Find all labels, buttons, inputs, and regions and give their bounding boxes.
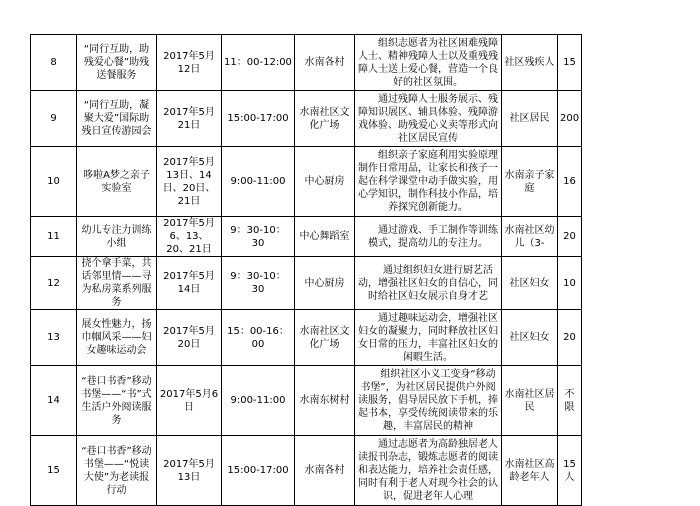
activity-name: 哆啦A梦之亲子实验室 xyxy=(77,147,157,217)
participant-count: 16 xyxy=(558,147,582,217)
table-row xyxy=(31,147,582,217)
activity-name: “巷口书香”移动书堡——“悦读大使”为老读报行动 xyxy=(77,436,157,506)
activity-name: 展女性魅力，扬巾帼风采——妇女趣味运动会 xyxy=(77,310,157,366)
activity-date: 2017年5月13日 xyxy=(157,436,222,506)
target-audience: 社区妇女 xyxy=(502,310,558,366)
activity-name: 挠个拿手菜，共话邻里情——寻为私房菜系列服务 xyxy=(77,257,157,310)
target-audience: 社区妇女 xyxy=(502,257,558,310)
activity-time: 15：00-16：00 xyxy=(222,310,295,366)
activity-description: 组织亲子家庭利用实验原理制作日常用品，让家长和孩子一起在科学课堂中动手做实验，用心学知识，制作科技小作品，培养探究创新能力。 xyxy=(355,147,502,217)
target-audience: 水南亲子家庭 xyxy=(502,147,558,217)
row-number: 15 xyxy=(31,436,77,506)
activity-date: 2017年5月14日 xyxy=(157,257,222,310)
row-number: 14 xyxy=(31,366,77,436)
activity-place: 中心厨房 xyxy=(295,257,355,310)
row-number: 13 xyxy=(31,310,77,366)
participant-count: 200 xyxy=(558,91,582,147)
participant-count: 20 xyxy=(558,310,582,366)
activity-place: 水南东树村 xyxy=(295,366,355,436)
activity-description: 组织社区小义工变身“移动书堡”，为社区居民提供户外阅读服务，倡导居民放下手机，捧起书本，享受传统阅读带来的乐趣，丰富居民的精神 xyxy=(355,366,502,436)
participant-count: 15人 xyxy=(558,436,582,506)
target-audience: 水南社区幼儿（3- xyxy=(502,217,558,257)
activity-time: 15:00-17:00 xyxy=(222,91,295,147)
activity-time: 9:00-11:00 xyxy=(222,366,295,436)
table-row xyxy=(31,91,582,147)
activity-time: 15:00-17:00 xyxy=(222,436,295,506)
activity-name: “同行互助，凝聚大爱”国际助残日宣传游园会 xyxy=(77,91,157,147)
activity-date: 2017年5月6日 xyxy=(157,366,222,436)
activity-name: 幼儿专注力训练小组 xyxy=(77,217,157,257)
activity-place: 水南各村 xyxy=(295,436,355,506)
table-row xyxy=(31,35,582,91)
row-number: 12 xyxy=(31,257,77,310)
activity-place: 中心厨房 xyxy=(295,147,355,217)
activity-description: 通过趣味运动会，增强社区妇女的凝聚力，同时释放社区妇女日常的压力，丰富社区妇女的闲暇生活。 xyxy=(355,310,502,366)
row-number: 8 xyxy=(31,35,77,91)
activity-time: 9：30-10：30 xyxy=(222,257,295,310)
participant-count: 20 xyxy=(558,217,582,257)
activity-date: 2017年5月12日 xyxy=(157,35,222,91)
activity-place: 中心舞蹈室 xyxy=(295,217,355,257)
row-number: 10 xyxy=(31,147,77,217)
row-number: 11 xyxy=(31,217,77,257)
participant-count: 10 xyxy=(558,257,582,310)
participant-count: 15 xyxy=(558,35,582,91)
activity-date: 2017年5月20日 xyxy=(157,310,222,366)
target-audience: 社区残疾人 xyxy=(502,35,558,91)
activity-description: 通过志愿者为高龄独居老人读报刊杂志，锻炼志愿者的阅读和表达能力，培养社会责任感，同时有利于老人对现今社会的认识，促进老年人心理 xyxy=(355,436,502,506)
activity-date: 2017年5月6、13、20、21日 xyxy=(157,217,222,257)
activity-date: 2017年5月21日 xyxy=(157,91,222,147)
target-audience: 水南社区居民 xyxy=(502,366,558,436)
activity-description: 通过组织妇女进行厨艺活动，增强社区妇女的自信心，同时给社区妇女展示自身才艺 xyxy=(355,257,502,310)
activity-place: 水南社区文化广场 xyxy=(295,310,355,366)
activity-date: 2017年5月13日、14日、20日、21日 xyxy=(157,147,222,217)
table-row xyxy=(31,217,582,257)
activity-description: 通过残障人士服务展示、残障知识展区、辅具体验、残障游戏体验、助残爱心义卖等形式向社区居民宣传 xyxy=(355,91,502,147)
activity-description: 组织志愿者为社区困难残障人士、精神残障人士以及重残残障人士送上爱心餐，营造一个良好的社区氛围。 xyxy=(355,35,502,91)
target-audience: 水南社区高龄老年人 xyxy=(502,436,558,506)
participant-count: 不限 xyxy=(558,366,582,436)
activity-name: “同行互助，助残爱心餐”助残送餐服务 xyxy=(77,35,157,91)
activity-time: 9：30-10：30 xyxy=(222,217,295,257)
activity-time: 11：00-12:00 xyxy=(222,35,295,91)
table-row xyxy=(31,436,582,506)
activity-place: 水南社区文化广场 xyxy=(295,91,355,147)
activity-name: “巷口书香”移动书堡——“书”式生活户外阅读服务 xyxy=(77,366,157,436)
table-row xyxy=(31,366,582,436)
table-row xyxy=(31,310,582,366)
row-number: 9 xyxy=(31,91,77,147)
activity-description: 通过游戏、手工制作等训练模式，提高幼儿的专注力。 xyxy=(355,217,502,257)
activity-place: 水南各村 xyxy=(295,35,355,91)
activity-schedule-table xyxy=(30,34,582,506)
activity-time: 9:00-11:00 xyxy=(222,147,295,217)
target-audience: 社区居民 xyxy=(502,91,558,147)
table-row xyxy=(31,257,582,310)
